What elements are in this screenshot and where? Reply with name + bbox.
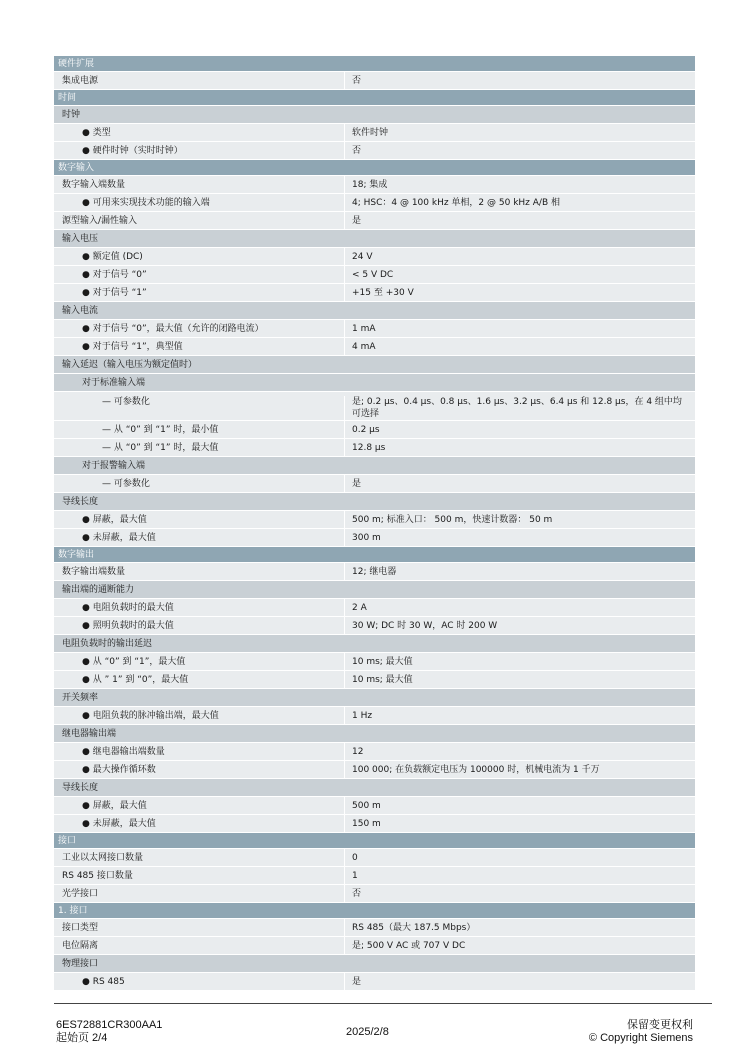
spec-row xyxy=(54,194,695,212)
spec-row xyxy=(54,248,695,266)
spec-value: 30 W; DC 时 30 W，AC 时 200 W xyxy=(352,620,498,631)
spec-label: 数字输出端数量 xyxy=(54,563,345,580)
spec-value: 1 Hz xyxy=(352,710,373,721)
group-header: 输出端的通断能力 xyxy=(54,581,695,599)
spec-label: ● 从 “0” 到 “1”，最大值 xyxy=(54,653,345,670)
spec-value: +15 至 +30 V xyxy=(352,287,414,298)
section-header: 接口 xyxy=(54,833,695,849)
spec-label: 接口类型 xyxy=(54,919,345,936)
spec-value: 10 ms; 最大值 xyxy=(352,674,413,685)
spec-row xyxy=(54,439,695,457)
spec-value: 150 m xyxy=(352,818,381,829)
spec-row xyxy=(54,511,695,529)
spec-value: 1 xyxy=(352,870,358,881)
spec-row xyxy=(54,421,695,439)
copyright-notice: © Copyright Siemens xyxy=(588,1032,693,1044)
spec-value: 500 m; 标准入口： 500 m，快速计数器： 50 m xyxy=(352,514,553,525)
product-code: 6ES72881CR300AA1 xyxy=(56,1019,163,1031)
group-header: 输入电流 xyxy=(54,302,695,320)
spec-row xyxy=(54,653,695,671)
spec-value: 500 m xyxy=(352,800,381,811)
spec-row xyxy=(54,266,695,284)
spec-label: — 从 “0” 到 “1” 时，最大值 xyxy=(54,439,345,456)
spec-value: 10 ms; 最大值 xyxy=(352,656,413,667)
spec-row xyxy=(54,563,695,581)
spec-label: ● 继电器输出端数量 xyxy=(54,743,345,760)
spec-value: 是 xyxy=(352,478,362,489)
spec-row xyxy=(54,815,695,833)
spec-value: 18; 集成 xyxy=(352,179,388,190)
spec-row xyxy=(54,212,695,230)
spec-label: ● 对于信号 “1”，典型值 xyxy=(54,338,345,355)
spec-label: ● 可用来实现技术功能的输入端 xyxy=(54,194,345,211)
spec-value: 2 A xyxy=(352,602,367,613)
spec-label: ● 对于信号 “0” xyxy=(54,266,345,283)
spec-row xyxy=(54,919,695,937)
spec-label: ● 屏蔽，最大值 xyxy=(54,511,345,528)
footer-divider xyxy=(54,1003,712,1004)
spec-row xyxy=(54,797,695,815)
spec-value: 12 xyxy=(352,746,364,757)
spec-label: ● 最大操作循环数 xyxy=(54,761,345,778)
spec-label: ● 电阻负载的脉冲输出端，最大值 xyxy=(54,707,345,724)
spec-label: ● 硬件时钟（实时时钟） xyxy=(54,142,345,159)
group-header: 电阻负载时的输出延迟 xyxy=(54,635,695,653)
spec-label: 工业以太网接口数量 xyxy=(54,849,345,866)
spec-label: ● 未屏蔽，最大值 xyxy=(54,815,345,832)
group-header: 导线长度 xyxy=(54,779,695,797)
spec-value: 否 xyxy=(352,888,362,899)
spec-value: 是; 0.2 µs、0.4 µs、0.8 µs、1.6 µs、3.2 µs、6.4 µs 和 12.8 µs，在 4 组中均可选择 xyxy=(352,397,682,419)
spec-value: 软件时钟 xyxy=(352,127,389,138)
spec-label: ● 未屏蔽，最大值 xyxy=(54,529,345,546)
spec-value: RS 485（最大 187.5 Mbps） xyxy=(352,922,476,933)
spec-table xyxy=(54,56,695,991)
spec-label: 源型输入/漏性输入 xyxy=(54,212,345,229)
spec-label: ● 对于信号 “1” xyxy=(54,284,345,301)
section-header: 1. 接口 xyxy=(54,903,695,919)
spec-row xyxy=(54,761,695,779)
spec-row xyxy=(54,671,695,689)
spec-row xyxy=(54,124,695,142)
spec-row xyxy=(54,284,695,302)
group-header: 输入电压 xyxy=(54,230,695,248)
spec-row xyxy=(54,142,695,160)
spec-row xyxy=(54,320,695,338)
spec-label: ● 对于信号 “0”，最大值（允许的闭路电流） xyxy=(54,320,345,337)
spec-label: ● 类型 xyxy=(54,124,345,141)
spec-label: ● 屏蔽，最大值 xyxy=(54,797,345,814)
spec-value: 否 xyxy=(352,145,362,156)
footer-left xyxy=(56,1019,162,1045)
spec-row xyxy=(54,973,695,991)
group-header: 输入延迟（输入电压为额定值时） xyxy=(54,356,695,374)
spec-label: ● 照明负载时的最大值 xyxy=(54,617,345,634)
section-header: 时间 xyxy=(54,90,695,106)
group-header: 开关频率 xyxy=(54,689,695,707)
group-header: 物理接口 xyxy=(54,955,695,973)
spec-row xyxy=(54,529,695,547)
spec-value: 1 mA xyxy=(352,323,376,334)
spec-row xyxy=(54,72,695,90)
spec-value: 100 000; 在负载额定电压为 100000 时，机械电流为 1 千万 xyxy=(352,764,600,775)
spec-row xyxy=(54,617,695,635)
spec-label: ● 额定值 (DC) xyxy=(54,248,345,265)
spec-label: 数字输入端数量 xyxy=(54,176,345,193)
spec-row xyxy=(54,885,695,903)
spec-value: 4; HSC：4 @ 100 kHz 单相，2 @ 50 kHz A/B 相 xyxy=(352,197,560,208)
spec-row xyxy=(54,867,695,885)
spec-label: RS 485 接口数量 xyxy=(54,867,345,884)
group-header: 时钟 xyxy=(54,106,695,124)
spec-value: 12.8 µs xyxy=(352,442,386,453)
spec-value: 是 xyxy=(352,215,362,226)
spec-label: ● 从 ” 1” 到 “0”，最大值 xyxy=(54,671,345,688)
spec-label: 集成电源 xyxy=(54,72,345,89)
spec-label: — 可参数化 xyxy=(54,475,345,492)
spec-row xyxy=(54,176,695,194)
spec-value: 24 V xyxy=(352,251,373,262)
spec-label: — 可参数化 xyxy=(54,396,345,420)
spec-label: ● 电阻负载时的最大值 xyxy=(54,599,345,616)
footer-right xyxy=(589,1019,693,1045)
spec-value: 4 mA xyxy=(352,341,376,352)
spec-label: ● RS 485 xyxy=(54,973,345,990)
group-header: 对于报警输入端 xyxy=(54,457,695,475)
spec-value: 300 m xyxy=(352,532,381,543)
spec-row xyxy=(54,599,695,617)
spec-row xyxy=(54,743,695,761)
spec-row xyxy=(54,392,695,421)
spec-row xyxy=(54,338,695,356)
spec-value: 0 xyxy=(352,852,358,863)
spec-value: 否 xyxy=(352,75,362,86)
section-header: 硬件扩展 xyxy=(54,56,695,72)
footer-date: 2025/2/8 xyxy=(346,1026,389,1038)
spec-row xyxy=(54,707,695,725)
spec-label: 光学接口 xyxy=(54,885,345,902)
spec-row xyxy=(54,849,695,867)
spec-label: 电位隔离 xyxy=(54,937,345,954)
spec-value: 12; 继电器 xyxy=(352,566,397,577)
group-header: 导线长度 xyxy=(54,493,695,511)
spec-label: — 从 “0” 到 “1” 时，最小值 xyxy=(54,421,345,438)
rights-notice: 保留变更权利 xyxy=(627,1019,693,1031)
spec-value: 是 xyxy=(352,976,362,987)
page-number: 起始页 2/4 xyxy=(56,1032,108,1044)
section-header: 数字输出 xyxy=(54,547,695,563)
spec-row xyxy=(54,475,695,493)
spec-value: < 5 V DC xyxy=(352,269,394,280)
spec-value: 0.2 µs xyxy=(352,424,380,435)
spec-row xyxy=(54,937,695,955)
group-header: 继电器输出端 xyxy=(54,725,695,743)
section-header: 数字输入 xyxy=(54,160,695,176)
group-header: 对于标准输入端 xyxy=(54,374,695,392)
spec-value: 是; 500 V AC 或 707 V DC xyxy=(352,940,466,951)
